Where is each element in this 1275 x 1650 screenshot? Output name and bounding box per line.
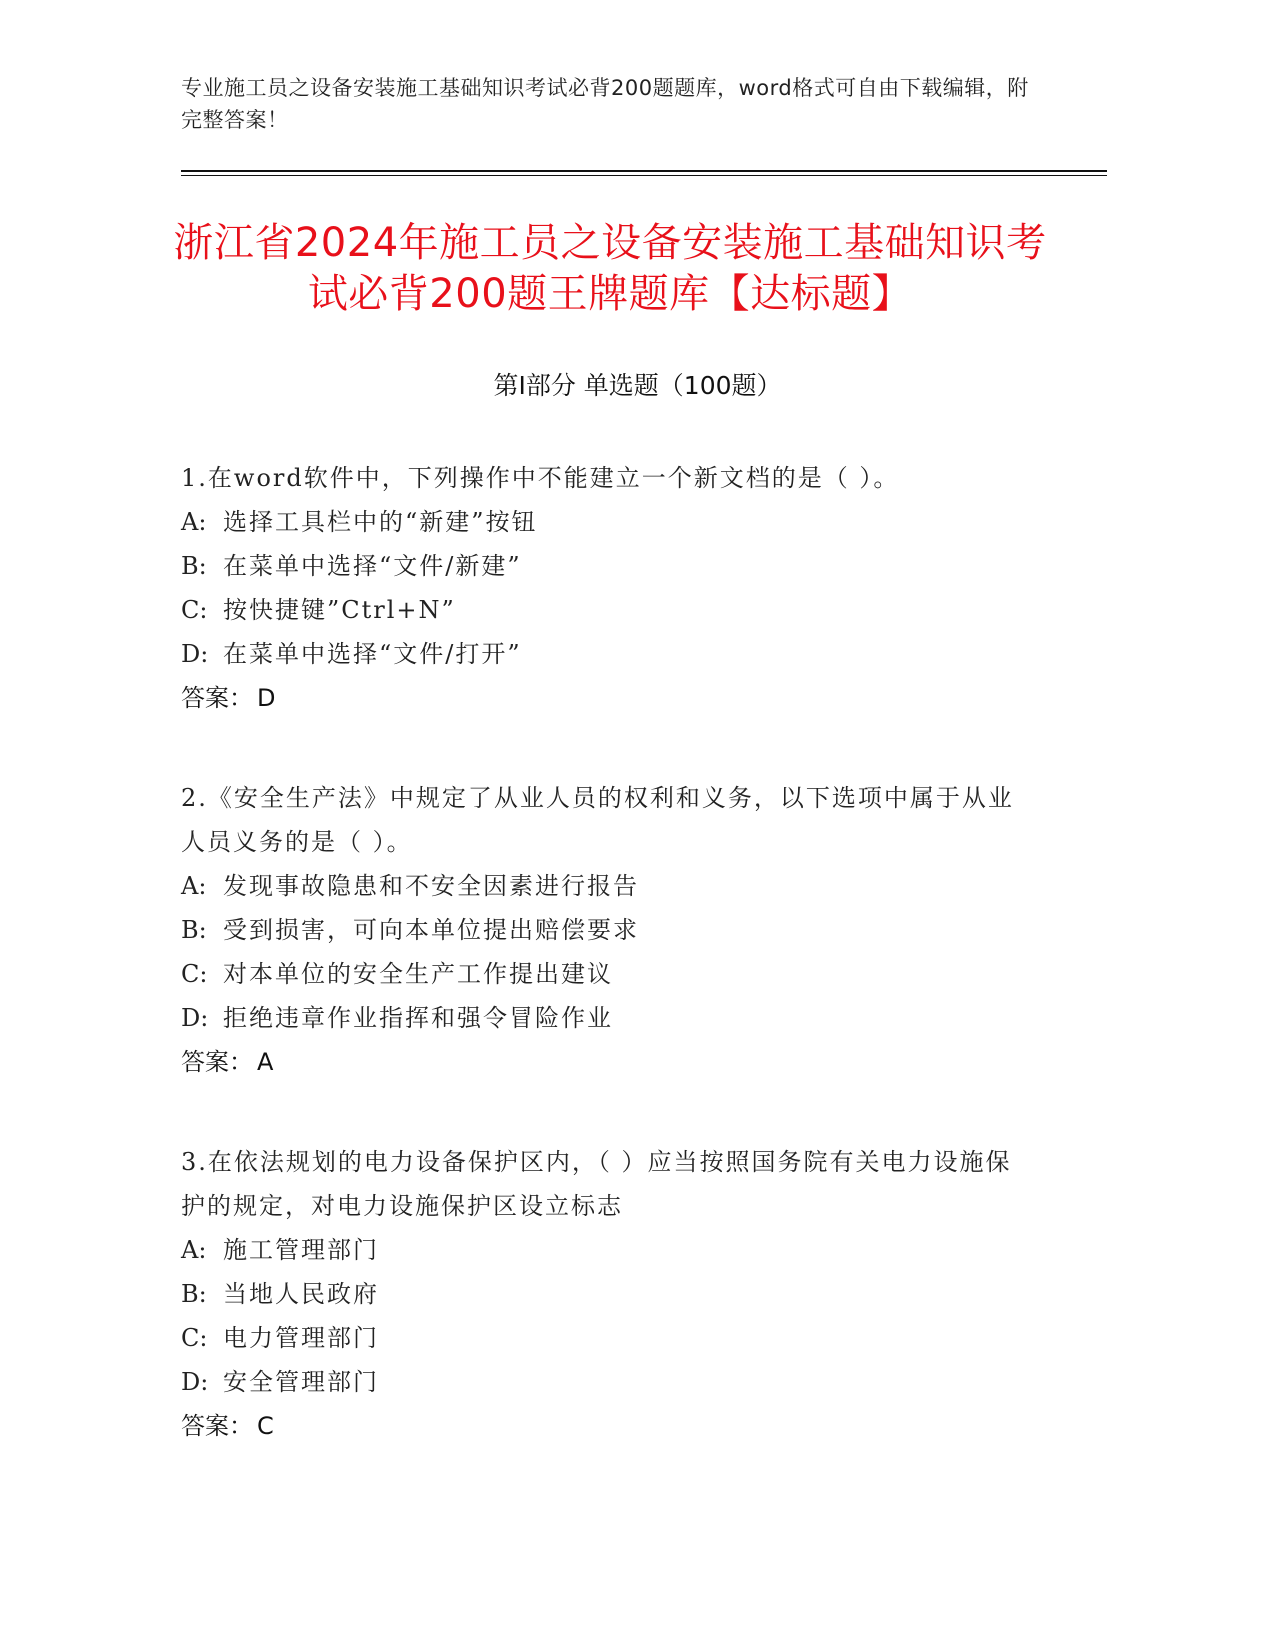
option-text: 受到损害，可向本单位提出赔偿要求 bbox=[223, 916, 639, 944]
option-d bbox=[181, 1360, 1051, 1404]
question-stem: 1.在word软件中，下列操作中不能建立一个新文档的是（ ）。 bbox=[181, 464, 900, 492]
option-a bbox=[181, 1228, 1051, 1272]
option-d bbox=[181, 996, 1051, 1040]
option-b bbox=[181, 544, 1051, 588]
option-label: A: bbox=[181, 872, 207, 900]
header-rule-thin bbox=[181, 175, 1107, 176]
question-stem: 2.《安全生产法》中规定了从业人员的权利和义务，以下选项中属于从业人员义务的是（ ）。 bbox=[181, 784, 1014, 856]
document-title: 浙江省2024年施工员之设备安装施工基础知识考试必背200题王牌题库【达标题】 bbox=[173, 220, 1047, 317]
option-text: 拒绝违章作业指挥和强令冒险作业 bbox=[223, 1004, 613, 1032]
option-label: B: bbox=[181, 1280, 207, 1308]
option-label: A: bbox=[181, 508, 207, 536]
answer-label: 答案： bbox=[181, 1412, 253, 1440]
option-text: 在菜单中选择“文件/打开” bbox=[223, 640, 522, 668]
answer-line bbox=[181, 676, 1051, 720]
option-c bbox=[181, 1316, 1051, 1360]
option-text: 发现事故隐患和不安全因素进行报告 bbox=[223, 872, 639, 900]
option-d bbox=[181, 632, 1051, 676]
option-label: C: bbox=[181, 1324, 208, 1352]
header-note: 专业施工员之设备安装施工基础知识考试必背200题题库，word格式可自由下载编辑，附完整答案！ bbox=[181, 76, 1029, 132]
option-b bbox=[181, 1272, 1051, 1316]
option-label: C: bbox=[181, 596, 208, 624]
option-a bbox=[181, 500, 1051, 544]
option-b bbox=[181, 908, 1051, 952]
option-label: A: bbox=[181, 1236, 207, 1264]
option-text: 在菜单中选择“文件/新建” bbox=[223, 552, 522, 580]
question-3 bbox=[181, 1140, 1051, 1448]
option-label: C: bbox=[181, 960, 208, 988]
section-title: 第I部分 单选题（100题） bbox=[493, 371, 782, 400]
option-text: 电力管理部门 bbox=[223, 1324, 379, 1352]
question-stem: 3.在依法规划的电力设备保护区内，（ ）应当按照国务院有关电力设施保护的规定，对电力设施保护区设立标志 bbox=[181, 1148, 1012, 1220]
answer-line bbox=[181, 1040, 1051, 1084]
answer-value: D bbox=[257, 684, 276, 712]
header-rule-thick bbox=[181, 170, 1107, 172]
question-1 bbox=[181, 456, 1051, 720]
option-label: D: bbox=[181, 1004, 209, 1032]
option-label: B: bbox=[181, 552, 207, 580]
answer-label: 答案： bbox=[181, 1048, 253, 1076]
option-a bbox=[181, 864, 1051, 908]
answer-label: 答案： bbox=[181, 684, 253, 712]
question-list bbox=[181, 456, 1051, 1504]
option-c bbox=[181, 588, 1051, 632]
answer-value: A bbox=[257, 1048, 274, 1076]
option-text: 当地人民政府 bbox=[223, 1280, 379, 1308]
option-text: 施工管理部门 bbox=[223, 1236, 379, 1264]
option-text: 按快捷键”Ctrl+N” bbox=[223, 596, 456, 624]
option-c bbox=[181, 952, 1051, 996]
option-label: D: bbox=[181, 640, 209, 668]
option-text: 选择工具栏中的“新建”按钮 bbox=[223, 508, 538, 536]
option-text: 对本单位的安全生产工作提出建议 bbox=[223, 960, 613, 988]
answer-line bbox=[181, 1404, 1051, 1448]
option-text: 安全管理部门 bbox=[223, 1368, 379, 1396]
answer-value: C bbox=[257, 1412, 274, 1440]
option-label: D: bbox=[181, 1368, 209, 1396]
question-2 bbox=[181, 776, 1051, 1084]
option-label: B: bbox=[181, 916, 207, 944]
